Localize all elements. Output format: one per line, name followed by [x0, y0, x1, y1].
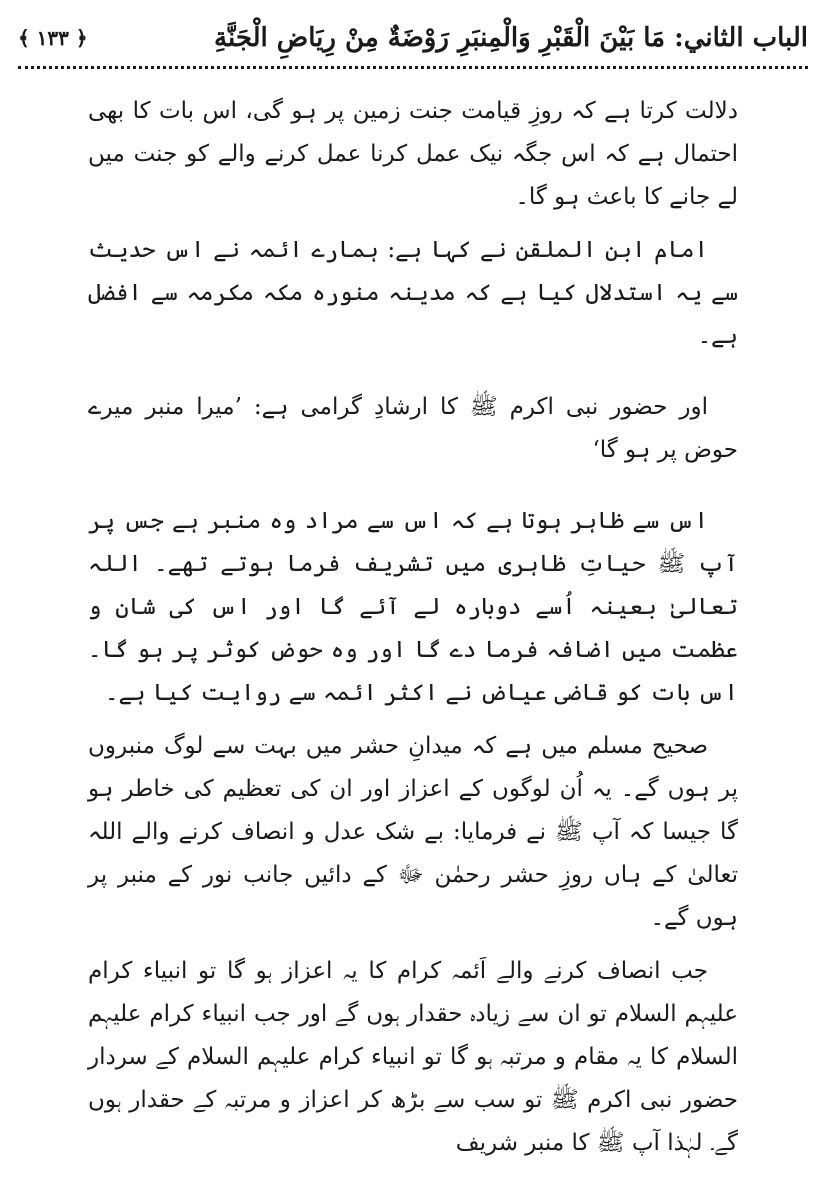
header-divider — [18, 66, 808, 69]
paragraph: امام ابن الملقن نے کہا ہے: ہمارے ائمہ نے اس حدیث سے یہ استدلال کیا ہے کہ مدینہ منورہ مکہ مکرمہ سے افضل ہے۔ — [88, 237, 738, 349]
page-header — [18, 18, 808, 58]
paragraph: اس سے ظاہر ہوتا ہے کہ اس سے مراد وہ منبر ہے جس پر آپ ﷺ حیاتِ ظاہری میں تشریف فرما ہوتے تھے۔ اللہ تعالیٰ بعینہ اُسے دوبارہ لے آئے گا اور اس کی شان و عظمت میں اضافہ فرما دے گا اور وہ حوض کوثر پر ہو گا۔ اس بات کو قاضی عیاض نے اکثر ائمہ سے روایت کیا ہے۔ — [88, 508, 738, 706]
chapter-title: الباب الثاني: مَا بَيْنَ الْقَبْرِ وَالْمِنبَرِ رَوْضَةٌ مِنْ رِيَاضِ الْجَنَّةِ — [214, 23, 808, 53]
paragraph: دلالت کرتا ہے کہ روزِ قیامت جنت زمین پر ہو گی، اس بات کا بھی احتمال ہے کہ اس جگہ نیک عمل کرنا عمل کرنے والے کو جنت میں لے جانے کا باعث ہو گا۔ — [88, 98, 738, 210]
paragraph: اور حضور نبی اکرم ﷺ کا ارشادِ گرامی ہے: ’میرا منبر میرے حوض پر ہو گا‘ — [88, 394, 738, 463]
paragraph: صحیح مسلم میں ہے کہ میدانِ حشر میں بہت سے لوگ منبروں پر ہوں گے۔ یہ اُن لوگوں کے اعزاز اور ان کی تعظیم کی خاطر ہو گا جیسا کہ آپ ﷺ نے فرمایا: بے شک عدل و انصاف کرنے والے اللہ تعالیٰ کے ہاں روزِ حشر رحمٰن ﷻ کے دائیں جانب نور کے منبر پر ہوں گے۔ — [88, 733, 738, 931]
paragraph: جب انصاف کرنے والے اَئمہ کرام کا یہ اعزاز ہو گا تو انبیاء کرام علیہم السلام تو ان سے زیادہ حقدار ہوں گے اور جب انبیاء کرام علیہم السلام کا یہ مقام و مرتبہ ہو گا تو انبیاء کرام علیہم السلام کے سردار حضور نبی اکرم ﷺ تو سب سے بڑھ کر اعزاز و مرتبہ کے حقدار ہوں گے۔ لہٰذا آپ ﷺ کا منبر شریف — [88, 958, 738, 1156]
page-body — [88, 90, 738, 1175]
page-number: ﴾ ۱۳۳ ﴿ — [18, 26, 88, 50]
